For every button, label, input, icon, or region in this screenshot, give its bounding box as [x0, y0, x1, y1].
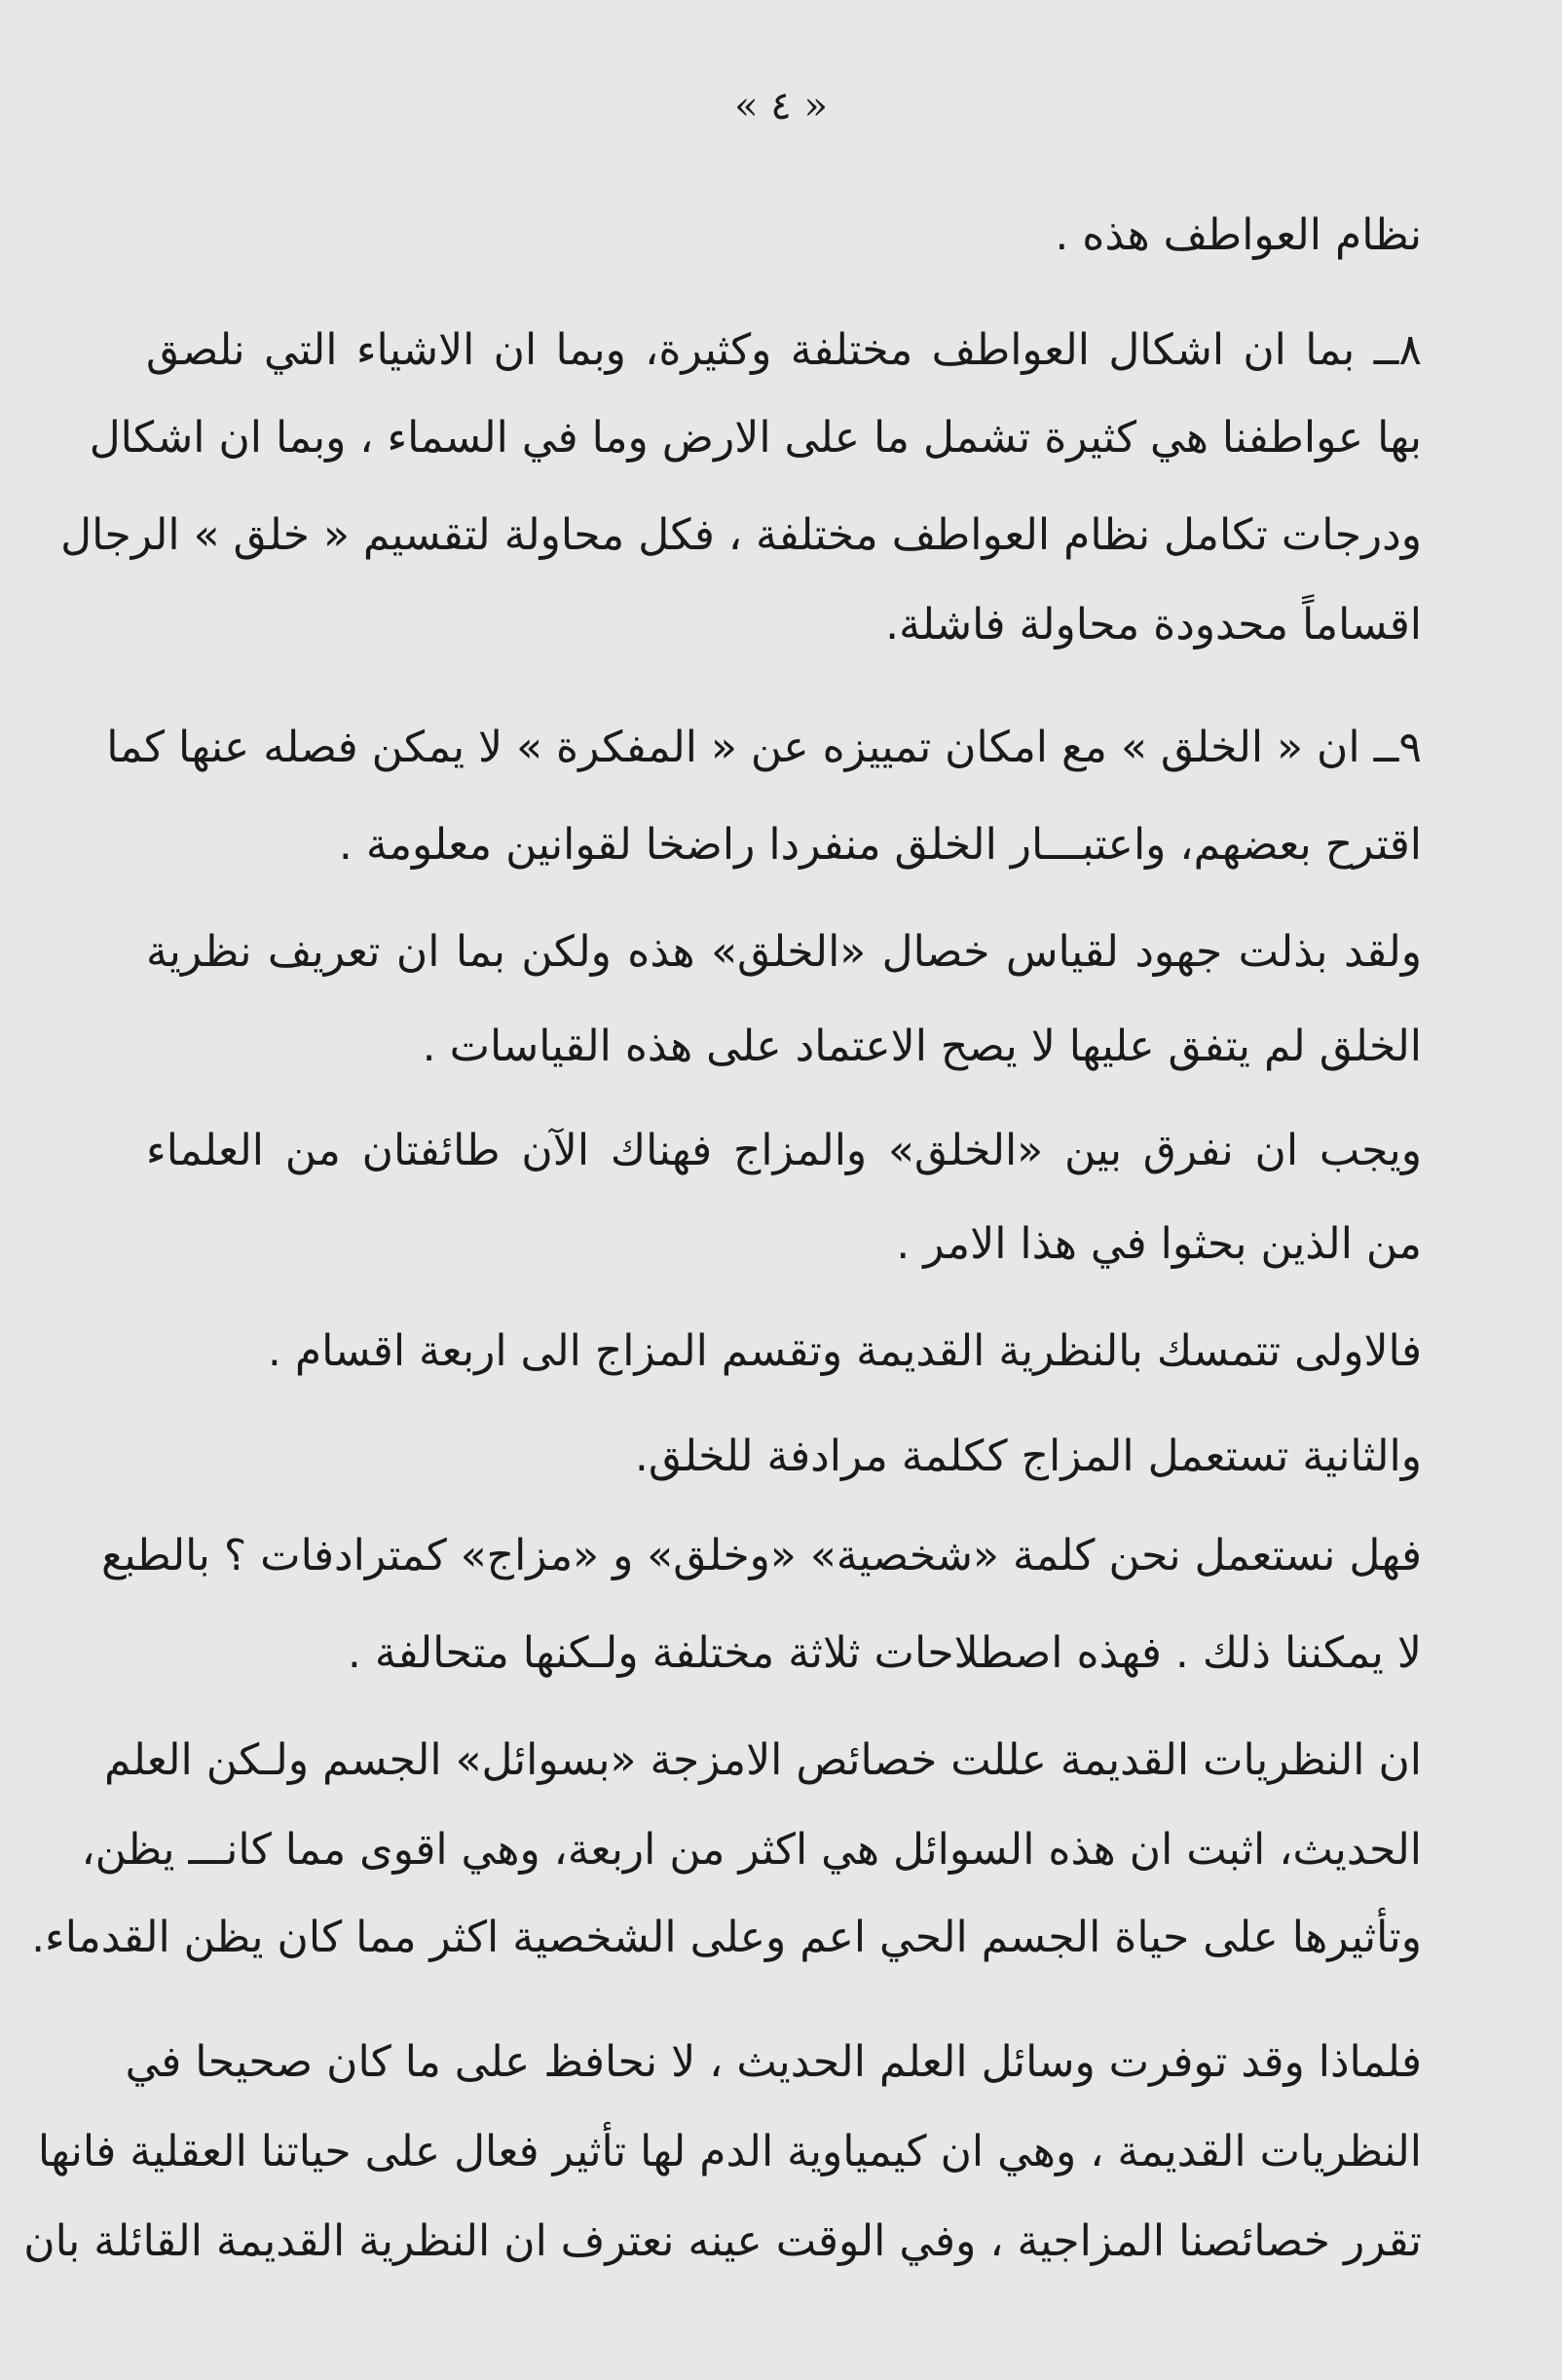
text-line: ويجب ان نفرق بين «الخلق» والمزاج فهناك الآن طائفتان من العلماء	[146, 1126, 1422, 1175]
text-line: ولقد بذلت جهود لقياس خصال «الخلق» هذه ولكن بما ان تعريف نظرية	[146, 927, 1422, 977]
page-number: « ٤ »	[734, 84, 828, 129]
text-line: فلماذا وقد توفرت وسائل العلم الحديث ، لا نحافظ على ما كان صحيحا في	[125, 2037, 1422, 2087]
text-line: ان النظريات القديمة عللت خصائص الامزجة «بسوائل» الجسم ولـكن العلم	[104, 1735, 1422, 1785]
text-line: فالاولى تتمسك بالنظرية القديمة وتقسم المزاج الى اربعة اقسام .	[267, 1326, 1422, 1376]
text-line: الحديث، اثبت ان هذه السوائل هي اكثر من اربعة، وهي اقوى مما كانـــ يظن،	[81, 1825, 1422, 1875]
text-line: اقساماً محدودة محاولة فاشلة.	[885, 600, 1422, 650]
text-line: والثانية تستعمل المزاج ككلمة مرادفة للخلق.	[634, 1432, 1422, 1481]
text-line: الخلق لم يتفق عليها لا يصح الاعتماد على هذه القياسات .	[422, 1022, 1422, 1071]
text-line: نظام العواطف هذه .	[1055, 210, 1422, 260]
text-line: فهل نستعمل نحن كلمة «شخصية» «وخلق» و «مزاج» كمترادفات ؟ بالطبع	[100, 1531, 1422, 1580]
text-line: تقرر خصائصنا المزاجية ، وفي الوقت عينه نعترف ان النظرية القديمة القائلة بان	[23, 2216, 1422, 2266]
text-line: وتأثيرها على حياة الجسم الحي اعم وعلى الشخصية اكثر مما كان يظن القدماء.	[31, 1913, 1422, 1962]
text-line: النظريات القديمة ، وهي ان كيمياوية الدم لها تأثير فعال على حياتنا العقلية فانها	[37, 2127, 1422, 2176]
text-line: ودرجات تكامل نظام العواطف مختلفة ، فكل محاولة لتقسيم « خلق » الرجال	[60, 510, 1422, 560]
text-line: من الذين بحثوا في هذا الامر .	[896, 1219, 1422, 1269]
text-line: ٨ــ بما ان اشكال العواطف مختلفة وكثيرة، وبما ان الاشياء التي نلصق	[146, 325, 1422, 375]
text-line: لا يمكننا ذلك . فهذه اصطلاحات ثلاثة مختلفة ولـكنها متحالفة .	[347, 1628, 1422, 1678]
text-line: اقترح بعضهم، واعتبـــار الخلق منفردا راضخا لقوانين معلومة .	[338, 820, 1422, 870]
text-line: بها عواطفنا هي كثيرة تشمل ما على الارض وما في السماء ، وبما ان اشكال	[89, 413, 1422, 463]
text-line: ٩ــ ان « الخلق » مع امكان تمييزه عن « المفكرة » لا يمكن فصله عنها كما	[106, 723, 1422, 772]
